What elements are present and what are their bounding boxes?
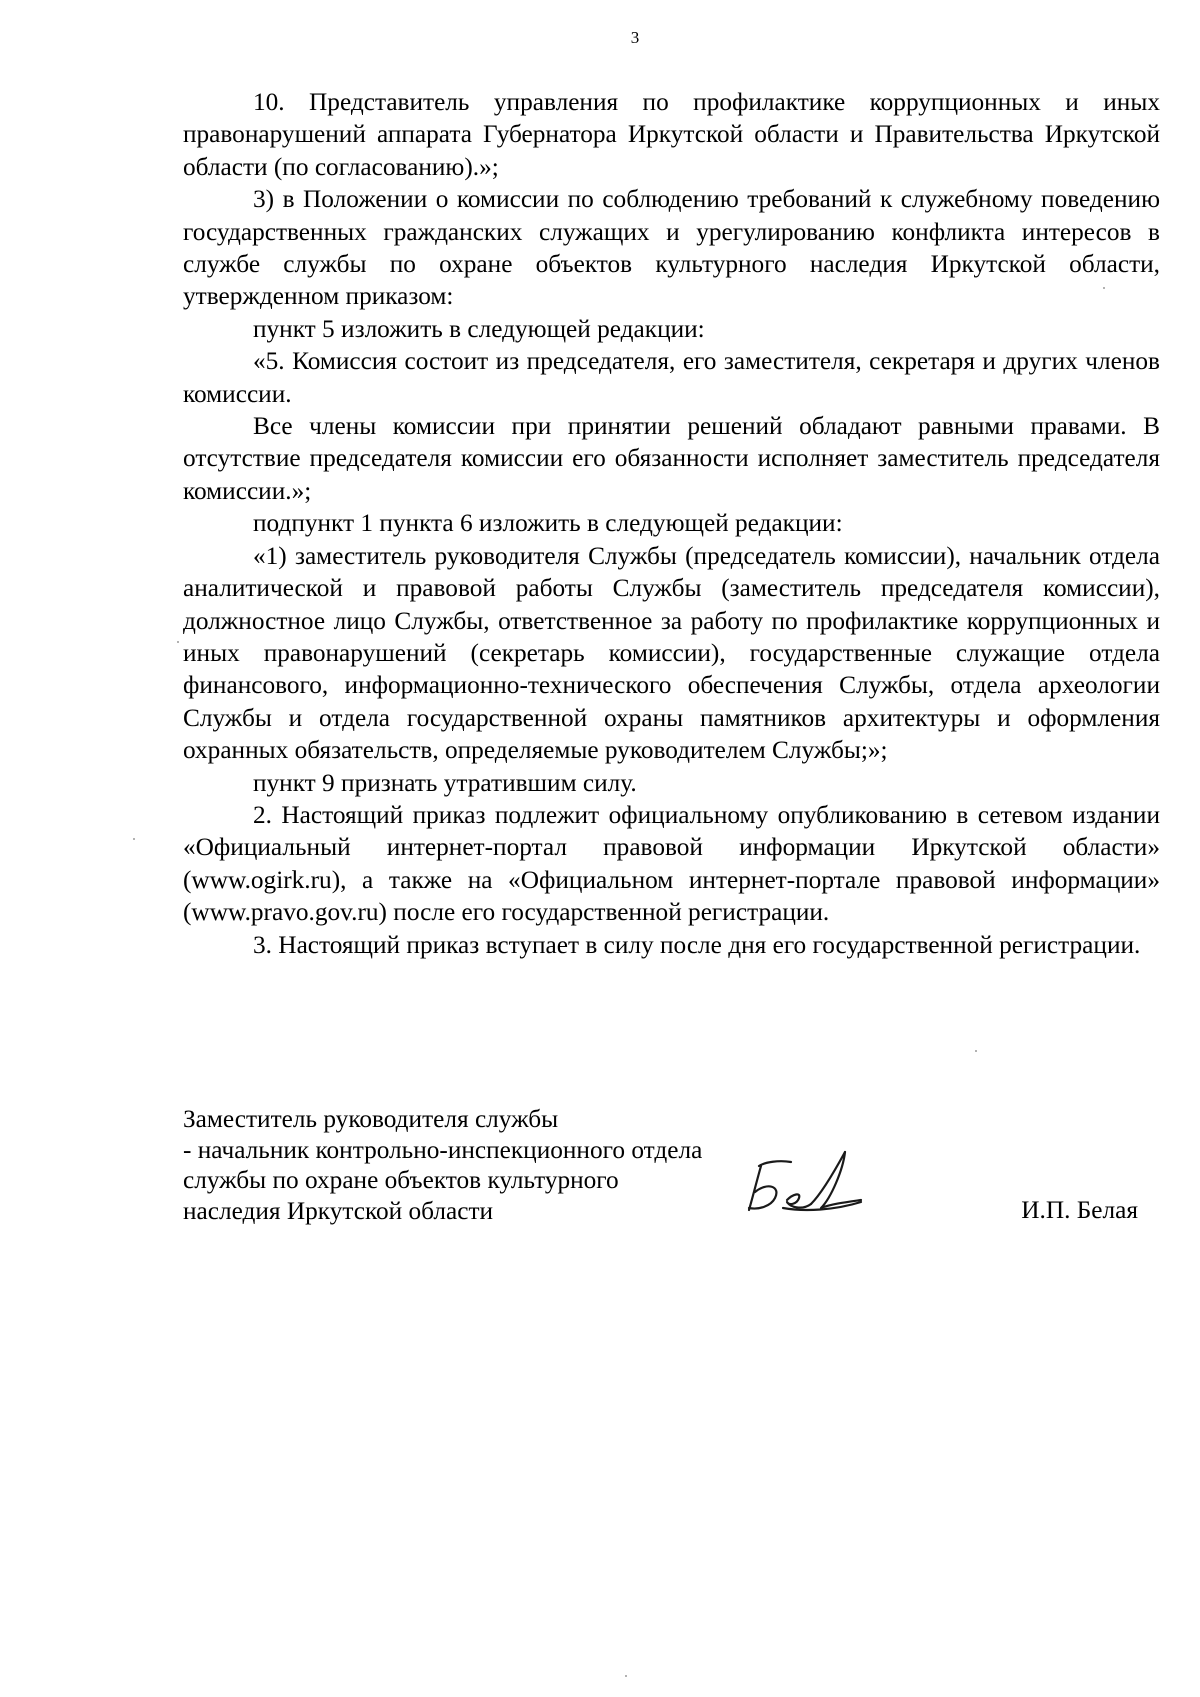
- page-number: 3: [630, 28, 640, 47]
- scan-speck: [625, 1675, 627, 1677]
- paragraph-subpoint-1-text: «1) заместитель руководителя Службы (председатель комиссии), начальник отдела аналитической и правовой работы Службы (заместитель председателя комиссии), должностное лицо Службы, ответственное за работу по профилактике коррупционных и иных правонарушений (секретарь комиссии), государственные служащие отдела финансового, информационно-технического обеспечения Службы, отдела археологии Службы и отдела государственной охраны памятников архитектуры и оформления охранных обязательств, определяемые руководителем Службы;»;: [183, 541, 1160, 765]
- paragraph-point-9: пункт 9 признать утратившим силу.: [253, 768, 637, 797]
- scan-speck: [177, 641, 179, 643]
- paragraph-point-5-intro: пункт 5 изложить в следующей редакции:: [253, 314, 705, 343]
- paragraph-entry-into-force: 3. Настоящий приказ вступает в силу после дня его государственной регистрации.: [253, 930, 1141, 959]
- signatory-title-line: службы по охране объектов культурного: [183, 1166, 619, 1194]
- scan-speck: [133, 838, 135, 840]
- paragraph-item-10: 10. Представитель управления по профилактике коррупционных и иных правонарушений аппарата Губернатора Иркутской области и Правительства Иркутской области (по согласованию).»;: [183, 88, 1160, 181]
- document-body: [183, 86, 1160, 961]
- paragraph-equal-rights: Все члены комиссии при принятии решений обладают равными правами. В отсутствие председателя комиссии его обязанности исполняет заместитель председателя комиссии.»;: [183, 412, 1160, 505]
- handwritten-signature: [735, 1148, 865, 1220]
- paragraph-point-5-text: «5. Комиссия состоит из председателя, его заместителя, секретаря и других членов комиссии.: [183, 347, 1160, 408]
- paragraph-subpoint-1-intro: подпункт 1 пункта 6 изложить в следующей редакции:: [253, 509, 843, 538]
- signatory-title-line: - начальник контрольно-инспекционного отдела: [183, 1135, 703, 1164]
- paragraph-subclause-3: 3) в Положении о комиссии по соблюдению требований к служебному поведению государственных гражданских служащих и урегулированию конфликта интересов в службе службы по охране объектов культурного наследия Иркутской области, утвержденном приказом:: [183, 185, 1160, 311]
- scan-speck: [975, 1050, 977, 1052]
- signature-block: [183, 1104, 1160, 1226]
- signatory-title-line: Заместитель руководителя службы: [183, 1105, 559, 1133]
- signatory-name: И.П. Белая: [1021, 1196, 1138, 1224]
- paragraph-publication: 2. Настоящий приказ подлежит официальному опубликованию в сетевом издании «Официальный интернет-портал правовой информации Иркутской области» (www.ogirk.ru), а также на «Официальном интернет-портале правовой информации» (www.pravo.gov.ru) после его государственной регистрации.: [183, 800, 1160, 927]
- signatory-title-line: наследия Иркутской области: [183, 1196, 494, 1225]
- scan-speck: [1103, 287, 1105, 289]
